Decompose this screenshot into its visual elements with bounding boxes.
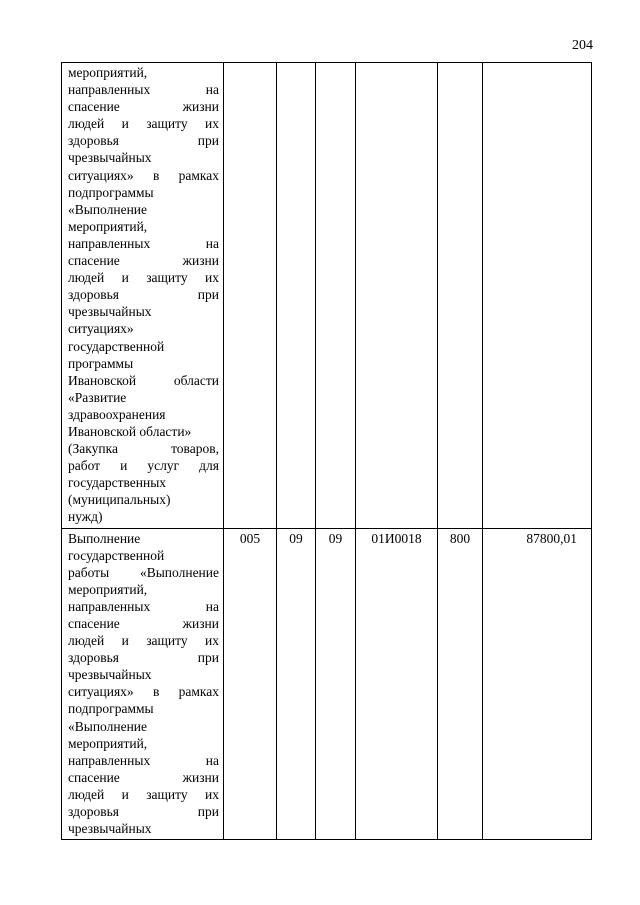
description-line: программы (68, 355, 134, 371)
row-description (62, 63, 224, 529)
description-line: Ивановской области (68, 372, 219, 388)
section-cell: 09 (277, 528, 316, 840)
description-line: спасение жизни (68, 99, 219, 115)
description-line: мероприятий, (68, 581, 148, 597)
description-line: работы «Выполнение (68, 564, 219, 580)
description-line: государственной (68, 338, 165, 354)
description-line: ситуациях» в рамках (68, 684, 219, 700)
admin-code-cell (224, 63, 277, 529)
row-description (62, 528, 224, 840)
description-line: работ и услуг для (68, 458, 219, 474)
description-line: подпрограммы (68, 701, 154, 717)
description-line: направленных на (68, 82, 219, 98)
description-line: здоровья при (68, 133, 219, 149)
description-line: чрезвычайных (68, 150, 152, 166)
description-line: направленных на (68, 752, 219, 768)
description-line: здравоохранения (68, 406, 166, 422)
section-cell (277, 63, 316, 529)
sum-cell: 87800,01 (483, 528, 592, 840)
description-line: людей и защиту их (68, 633, 219, 649)
description-line: людей и защиту их (68, 270, 219, 286)
description-line: подпрограммы (68, 184, 154, 200)
admin-code-cell: 005 (224, 528, 277, 840)
page-number: 204 (572, 38, 593, 53)
description-line: направленных на (68, 598, 219, 614)
sum-cell (483, 63, 592, 529)
description-line: нужд) (68, 509, 103, 525)
description-line: «Выполнение (68, 718, 148, 734)
expense-type-cell: 800 (438, 528, 483, 840)
description-line: спасение жизни (68, 769, 219, 785)
description-line: направленных на (68, 235, 219, 251)
description-line: здоровья при (68, 287, 219, 303)
table-row (62, 63, 592, 529)
expense-type-cell (438, 63, 483, 529)
description-line: «Выполнение (68, 201, 148, 217)
description-line: спасение жизни (68, 253, 219, 269)
description-line: чрезвычайных (68, 667, 152, 683)
target-article-cell (356, 63, 438, 529)
description-line: здоровья при (68, 804, 219, 820)
description-line: спасение жизни (68, 616, 219, 631)
description-line: мероприятий, (68, 735, 148, 751)
description-line: чрезвычайных (68, 304, 152, 320)
target-article-cell: 01И0018 (356, 528, 438, 840)
description-line: (муниципальных) (68, 492, 171, 508)
description-line: людей и защиту их (68, 786, 219, 802)
description-line: ситуациях» в рамках (68, 167, 219, 183)
budget-table (61, 62, 592, 840)
subsection-cell: 09 (316, 528, 356, 840)
description-line: государственной (68, 547, 165, 563)
description-line: чрезвычайных (68, 821, 152, 837)
description-line: Выполнение (68, 530, 141, 546)
description-line: мероприятий, (68, 218, 148, 234)
description-line: Ивановской области» (68, 423, 192, 439)
description-line: «Развитие (68, 389, 127, 405)
description-line: (Закупка товаров, (68, 441, 219, 457)
description-line: здоровья при (68, 650, 219, 666)
description-line: государственных (68, 475, 167, 491)
table-row (62, 528, 592, 840)
description-line: людей и защиту их (68, 116, 219, 132)
subsection-cell (316, 63, 356, 529)
description-line: мероприятий, (68, 65, 148, 80)
description-line: ситуациях» (68, 321, 134, 337)
